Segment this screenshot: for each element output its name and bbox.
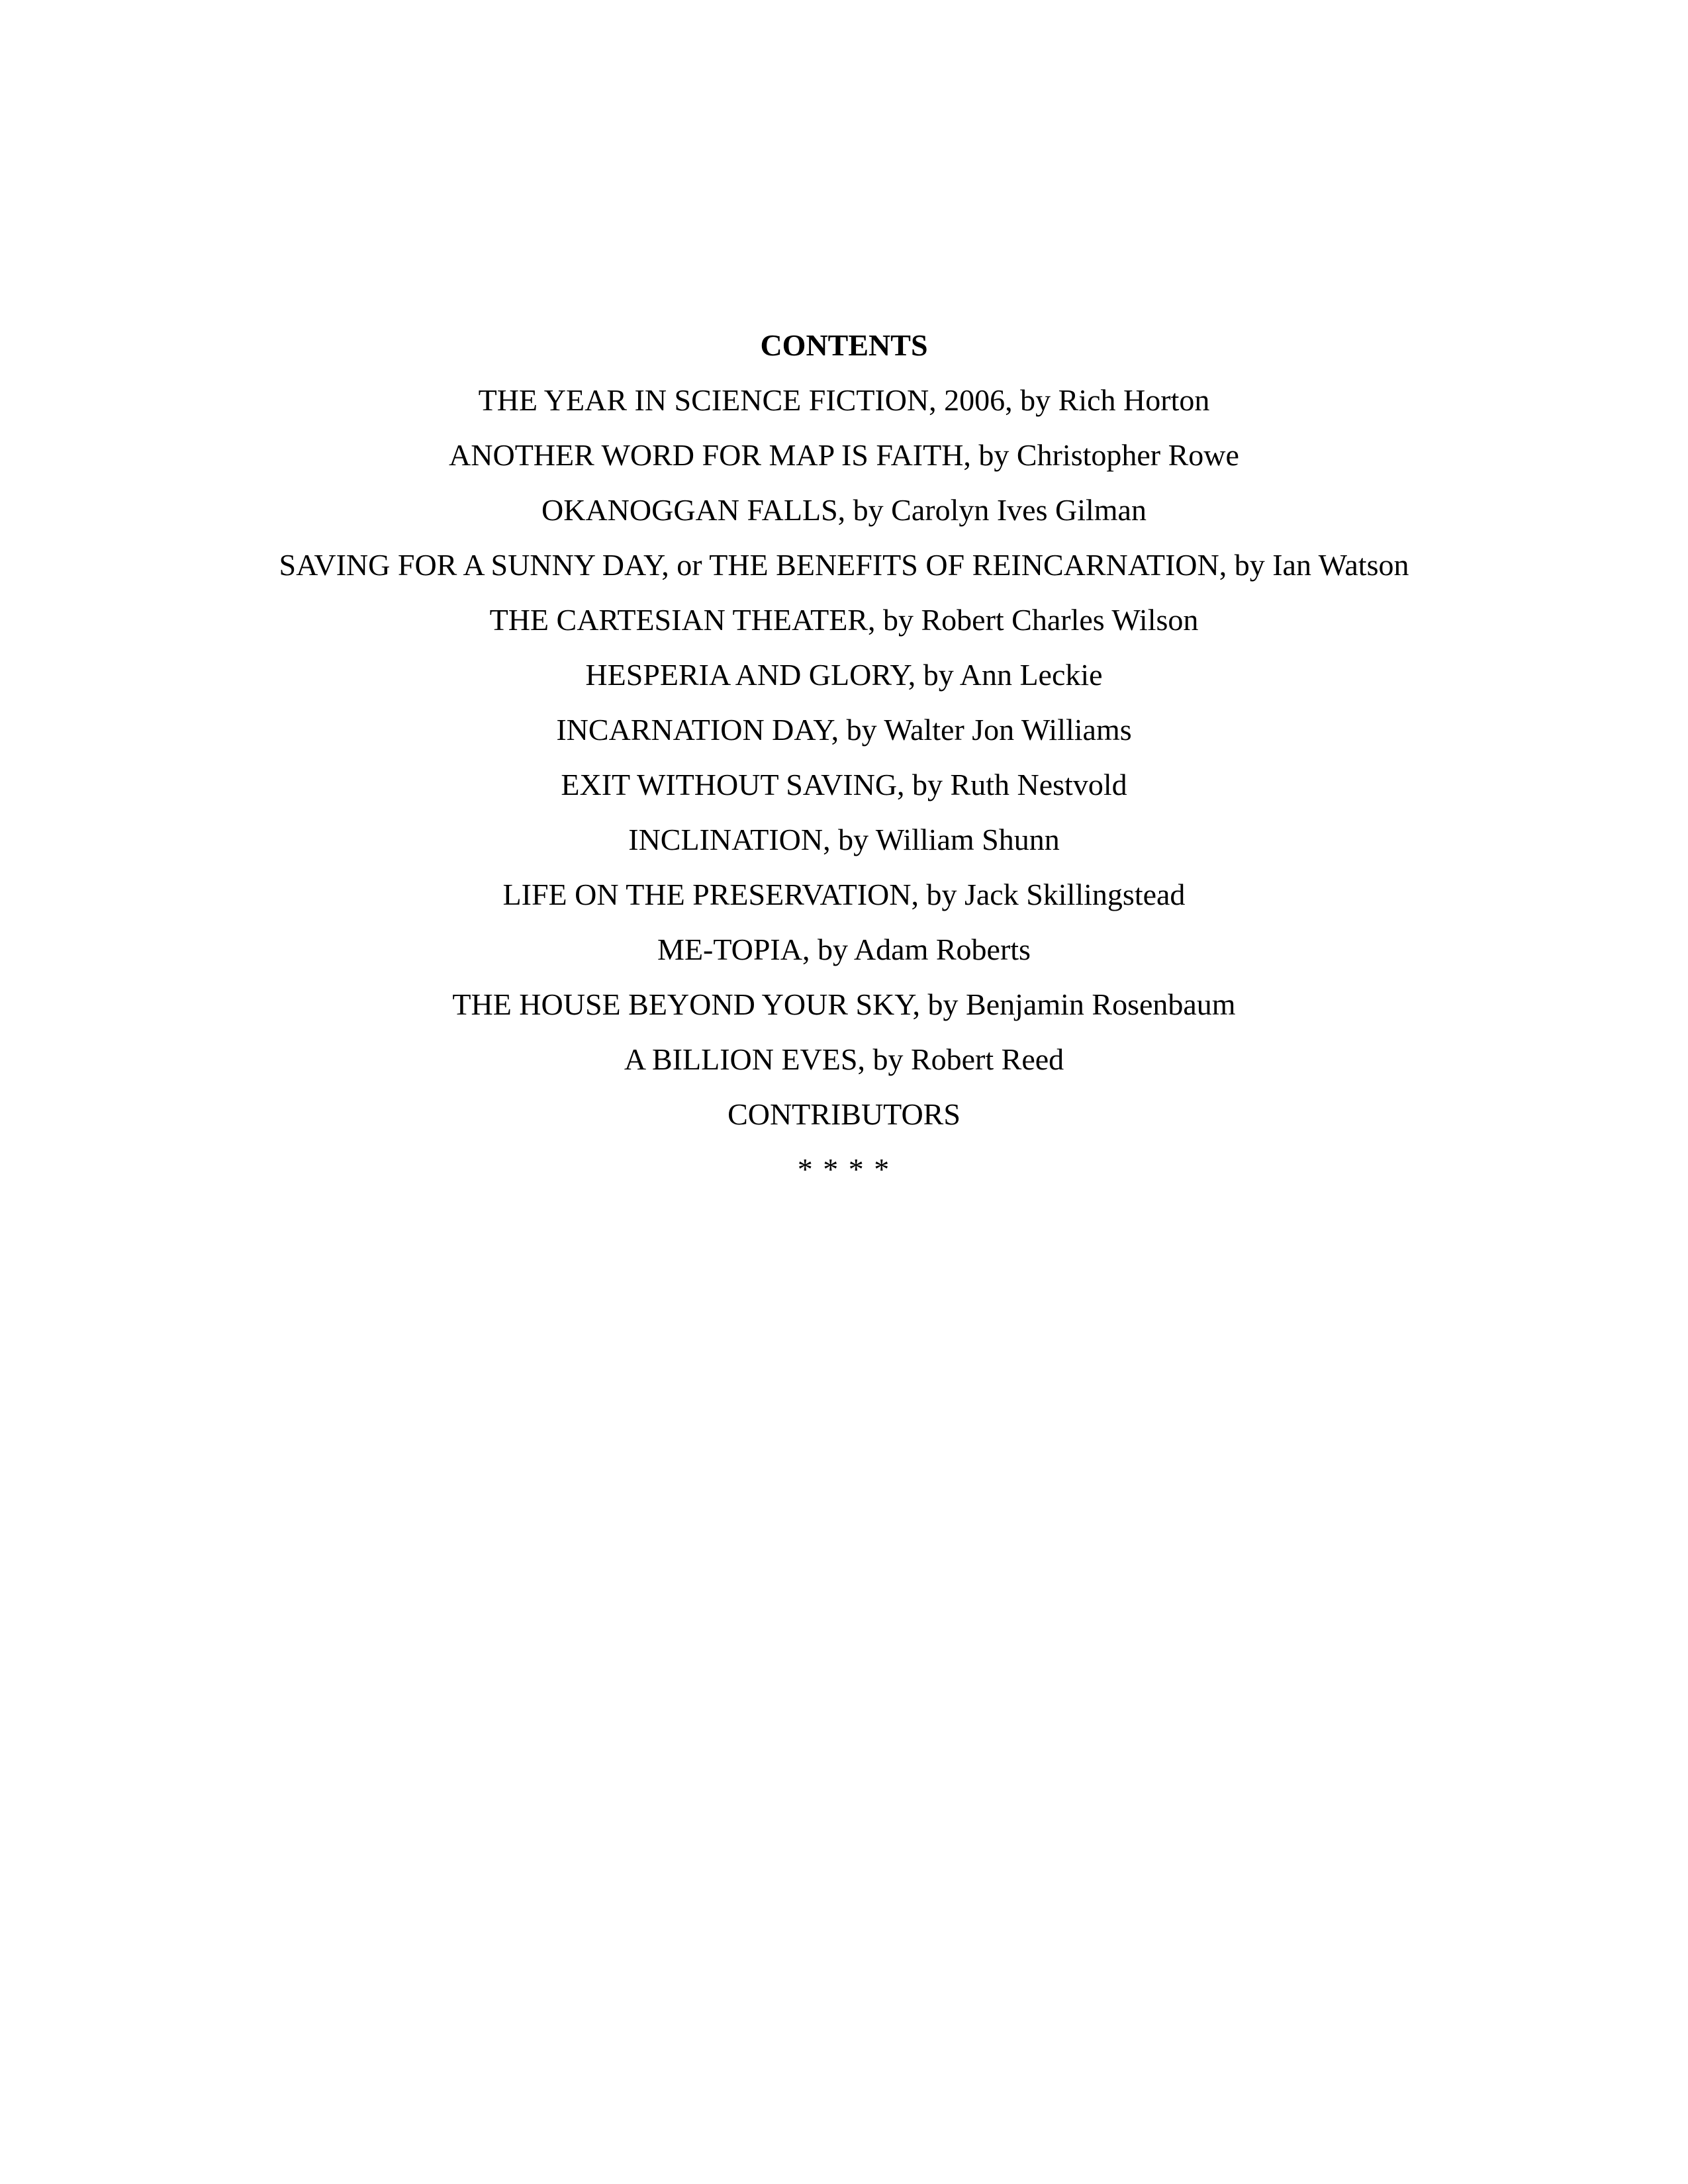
table-of-contents [0,318,1688,1197]
toc-entry-another-word: ANOTHER WORD FOR MAP IS FAITH, by Christopher Rowe [449,438,1239,472]
toc-entry-billion-eves: A BILLION EVES, by Robert Reed [624,1042,1064,1076]
section-separator: * * * * [797,1152,891,1186]
toc-entry-saving-for-sunny-day: SAVING FOR A SUNNY DAY, or THE BENEFITS OF REINCARNATION, by Ian Watson [279,548,1409,582]
toc-entry-house-beyond-your-sky: THE HOUSE BEYOND YOUR SKY, by Benjamin Rosenbaum [452,987,1236,1021]
toc-entry-contributors: CONTRIBUTORS [727,1097,961,1131]
toc-entry-me-topia: ME-TOPIA, by Adam Roberts [657,933,1031,966]
toc-entry-okanoggan-falls: OKANOGGAN FALLS, by Carolyn Ives Gilman [541,493,1147,527]
toc-entry-exit-without-saving: EXIT WITHOUT SAVING, by Ruth Nestvold [561,768,1127,801]
toc-entry-life-on-preservation: LIFE ON THE PRESERVATION, by Jack Skillingstead [502,878,1186,911]
toc-entry-year-in-sf: THE YEAR IN SCIENCE FICTION, 2006, by Rich Horton [478,383,1210,417]
toc-entry-inclination: INCLINATION, by William Shunn [628,823,1060,856]
contents-heading: CONTENTS [760,328,928,362]
toc-entry-hesperia-and-glory: HESPERIA AND GLORY, by Ann Leckie [585,658,1103,692]
toc-entry-cartesian-theater: THE CARTESIAN THEATER, by Robert Charles Wilson [489,603,1199,637]
toc-entry-incarnation-day: INCARNATION DAY, by Walter Jon Williams [556,713,1132,747]
